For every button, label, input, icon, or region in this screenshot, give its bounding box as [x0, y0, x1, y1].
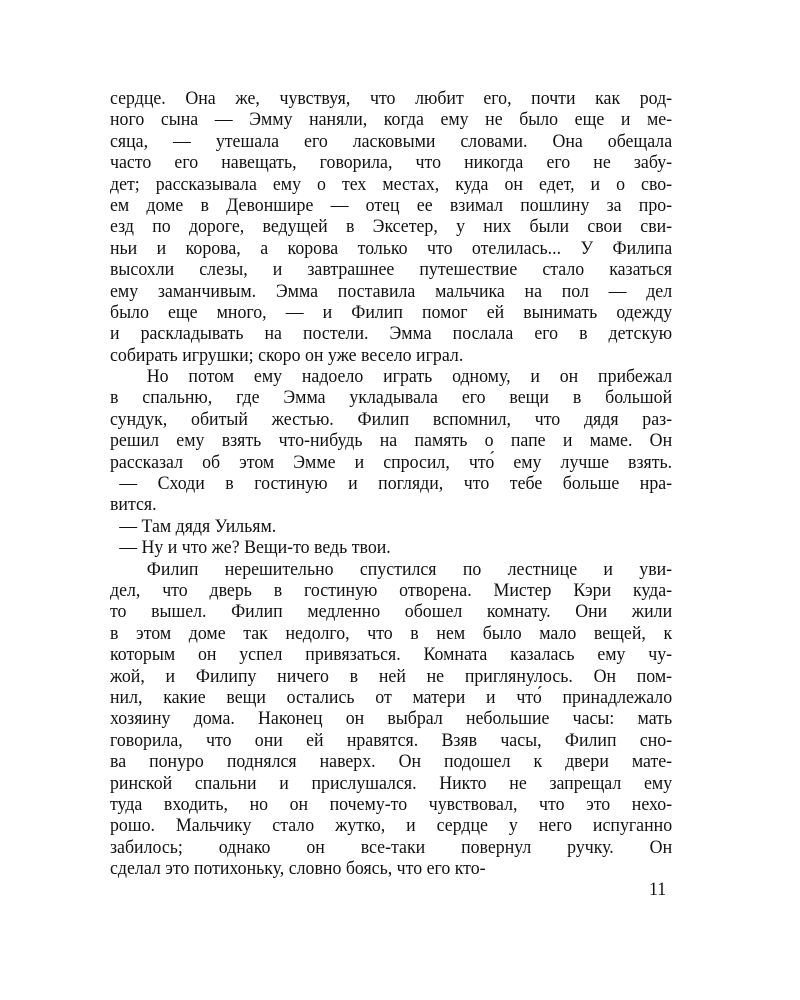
text-line: сяца, — утешала его ласковыми словами. Она обещала: [110, 130, 673, 152]
text-line: ного сына — Эмму наняли, когда ему не было еще и ме-: [110, 109, 673, 131]
text-line: вится.: [110, 494, 157, 516]
text-line: сердце. Она же, чувствуя, что любит его, почти как род-: [110, 88, 673, 109]
text-line: и раскладывать на постели. Эмма послала его в детскую: [110, 323, 673, 345]
text-line: нил, какие вещи остались от матери и что́ принадлежало: [110, 686, 673, 708]
text-line: рассказал об этом Эмме и спросил, что́ ему лучше взять.: [110, 451, 673, 473]
text-line: жой, и Филипу ничего в ней не приглянулось. Он пом-: [110, 665, 673, 687]
text-line: хозяину дома. Наконец он выбрал небольшие часы: мать: [110, 708, 673, 730]
text-line: дет; рассказывала ему о тех местах, куда он едет, и о сво-: [110, 173, 673, 195]
text-line: в этом доме так недолго, что в нем было мало вещей, к: [110, 622, 673, 644]
text-line: высохли слезы, и завтрашнее путешествие стало казаться: [110, 259, 673, 281]
text-line: ва понуро поднялся наверх. Он подошел к двери мате-: [110, 751, 673, 773]
text-line: ньи и корова, а корова только что отелилась... У Филипа: [110, 237, 673, 259]
text-line: дел, что дверь в гостиную отворена. Мистер Кэри куда-: [110, 579, 673, 601]
dialogue-line: — Там дядя Уильям.: [119, 515, 277, 537]
paragraph-start-line: Но потом ему надоело играть одному, и он прибежал: [146, 366, 673, 388]
dialogue-line: — Сходи в гостиную и погляди, что тебе больше нра-: [119, 473, 673, 495]
text-line: рошо. Мальчику стало жутко, и сердце у него испуганно: [110, 815, 673, 837]
dialogue-line: — Ну и что же? Вещи-то ведь твои.: [119, 537, 391, 559]
text-line: ем доме в Девоншире — отец ее взимал пошлину за про-: [110, 194, 673, 216]
text-line: сундук, обитый жестью. Филип вспомнил, что дядя раз-: [110, 408, 673, 430]
text-line: в спальню, где Эмма укладывала его вещи в большой: [110, 387, 673, 409]
body-text: [110, 88, 672, 879]
text-line: собирать игрушки; скоро он уже весело играл.: [110, 344, 464, 366]
text-line: было еще много, — и Филип помог ей вынимать одежду: [110, 301, 673, 323]
text-line: решил ему взять что-нибудь на память о папе и маме. Он: [110, 430, 673, 452]
text-line: туда входить, но он почему-то чувствовал, что это нехо-: [110, 793, 673, 815]
paragraph-start-line: Филип нерешительно спустился по лестнице и уви-: [146, 558, 673, 580]
text-line: сделал это потихоньку, словно боясь, что его кто-: [110, 858, 486, 880]
text-line: ринской спальни и прислушался. Никто не запрещал ему: [110, 772, 673, 794]
text-line: то вышел. Филип медленно обошел комнату. Они жили: [110, 601, 673, 623]
text-line: которым он успел привязаться. Комната казалась ему чу-: [110, 644, 673, 666]
text-line: ему заманчивым. Эмма поставила мальчика на пол — дел: [110, 280, 673, 302]
text-line: часто его навещать, говорила, что никогда его не забу-: [110, 152, 673, 174]
text-line: забилось; однако он все-таки повернул ручку. Он: [110, 836, 673, 858]
text-line: езд по дороге, ведущей в Эксетер, у них были свои сви-: [110, 216, 673, 238]
page-number: 11: [649, 879, 667, 900]
text-line: говорила, что они ей нравятся. Взяв часы, Филип сно-: [110, 729, 673, 751]
